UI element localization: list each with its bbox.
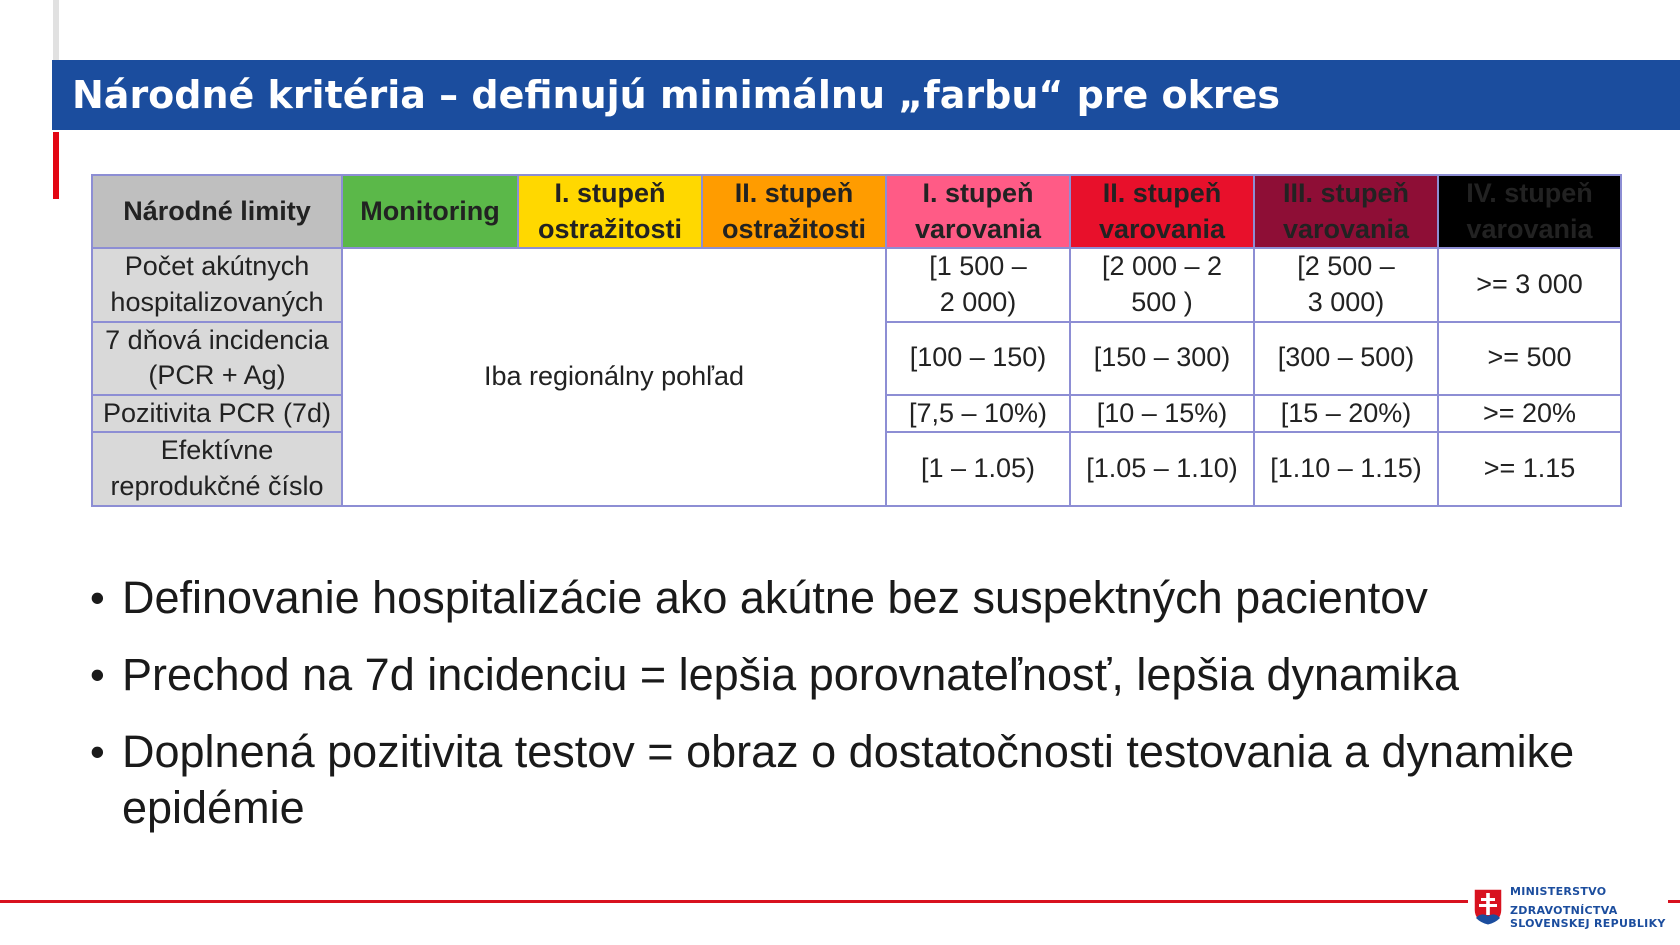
- table-cell: [886, 322, 1070, 395]
- table-cell: [1070, 322, 1254, 395]
- table-cell: [886, 432, 1070, 505]
- slovak-coat-of-arms-icon: [1473, 888, 1503, 926]
- left-red-accent: [53, 132, 59, 199]
- bullet-dot: •: [90, 728, 105, 775]
- header-varovanie-2: [1070, 175, 1254, 248]
- bullet-text: Definovanie hospitalizácie ako akútne bez suspektných pacientov: [122, 572, 1428, 623]
- bullet-list: [90, 570, 1650, 857]
- ministry-line1: MINISTERSTVO: [1510, 885, 1607, 898]
- header-ostrazitost-1: [518, 175, 702, 248]
- cell-line1: >= 3 000: [1476, 269, 1583, 300]
- cell-line1: [100 – 150): [909, 342, 1047, 373]
- cell-line1: [2 000 – 2: [1101, 251, 1223, 282]
- header-varovanie-3: [1254, 175, 1438, 248]
- row-label-hospitalizations: [92, 248, 342, 321]
- header-line1: II. stupeň: [1102, 178, 1222, 208]
- row-label-line1: Pozitivita PCR (7d): [102, 397, 332, 428]
- bullet-dot: •: [90, 651, 105, 698]
- regional-only-cell: [342, 248, 886, 505]
- header-ostrazitost-2: [702, 175, 886, 248]
- row-label-positivity: [92, 395, 342, 433]
- header-line1: IV. stupeň: [1466, 178, 1593, 208]
- cell-line1: [15 – 20%): [1280, 397, 1412, 428]
- cell-line1: [300 – 500): [1277, 342, 1415, 373]
- header-line2: ostražitosti: [721, 213, 867, 244]
- cell-line1: [1 – 1.05): [920, 453, 1036, 484]
- bullet-item: [90, 570, 1650, 626]
- header-line1: II. stupeň: [734, 178, 854, 208]
- table-cell: [1254, 432, 1438, 505]
- ministry-name: [1510, 885, 1666, 930]
- cell-line1: [1.10 – 1.15): [1270, 453, 1422, 484]
- title-bar: [52, 60, 1680, 130]
- table-cell: [1438, 432, 1621, 505]
- table-cell: [1070, 248, 1254, 321]
- ministry-logo: [1468, 882, 1668, 940]
- table-cell: [1254, 322, 1438, 395]
- bullet-text: Prechod na 7d incidenciu = lepšia porovnateľnosť, lepšia dynamika: [122, 649, 1460, 700]
- table-header-row: [92, 175, 1621, 248]
- header-line2: varovania: [914, 213, 1042, 244]
- header-national-limits: [92, 175, 342, 248]
- table-cell: [1438, 322, 1621, 395]
- national-limits-table: [91, 174, 1622, 507]
- cell-line2: 3 000): [1307, 286, 1385, 317]
- row-label-reproduction: [92, 432, 342, 505]
- row-label-line1: Efektívne: [160, 435, 274, 466]
- header-text: Národné limity: [123, 195, 311, 226]
- left-gray-accent: [53, 0, 59, 60]
- row-label-line1: 7 dňová incidencia: [105, 324, 329, 355]
- header-line2: varovania: [1282, 213, 1410, 244]
- table-cell: [1438, 248, 1621, 321]
- header-line2: varovania: [1466, 213, 1593, 244]
- row-label-line2: reprodukčné číslo: [110, 471, 324, 501]
- cell-line2: 500 ): [1131, 286, 1193, 317]
- table-cell: [1070, 432, 1254, 505]
- table-cell: [1254, 248, 1438, 321]
- row-label-line2: hospitalizovaných: [110, 286, 324, 317]
- cell-line2: 2 000): [939, 286, 1017, 317]
- header-line1: III. stupeň: [1282, 178, 1409, 208]
- row-label-line1: Počet akútnych: [124, 251, 310, 282]
- cell-line1: [1 500 –: [929, 251, 1027, 282]
- cell-line1: >= 1.15: [1483, 453, 1576, 484]
- table-cell: [886, 395, 1070, 433]
- header-line1: I. stupeň: [922, 178, 1034, 208]
- header-text: Monitoring: [360, 195, 500, 226]
- table-cell: [1438, 395, 1621, 433]
- bullet-dot: •: [90, 574, 105, 621]
- cell-line1: >= 20%: [1482, 397, 1577, 428]
- ministry-line2: ZDRAVOTNÍCTVA: [1510, 904, 1618, 917]
- footer-red-line: [0, 900, 1680, 903]
- row-label-incidence: [92, 322, 342, 395]
- cell-line1: >= 500: [1487, 342, 1572, 373]
- ministry-line3: SLOVENSKEJ REPUBLIKY: [1510, 917, 1666, 930]
- page-title: Národné kritéria – definujú minimálnu „farbu“ pre okres: [72, 73, 1281, 117]
- bullet-item: [90, 724, 1650, 836]
- cell-line1: [2 500 –: [1297, 251, 1395, 282]
- table-cell: [886, 248, 1070, 321]
- header-monitoring: [342, 175, 518, 248]
- cell-line1: [1.05 – 1.10): [1086, 453, 1238, 484]
- table-row: [92, 248, 1621, 321]
- cell-line1: [7,5 – 10%): [908, 397, 1048, 428]
- cell-line1: [150 – 300): [1093, 342, 1231, 373]
- header-line2: varovania: [1098, 213, 1226, 244]
- header-varovanie-4: [1438, 175, 1621, 248]
- regional-only-text: Iba regionálny pohľad: [483, 361, 745, 392]
- cell-line1: [10 – 15%): [1096, 397, 1228, 428]
- header-varovanie-1: [886, 175, 1070, 248]
- table-cell: [1070, 395, 1254, 433]
- row-label-line2: (PCR + Ag): [148, 360, 286, 391]
- bullet-text: Doplnená pozitivita testov = obraz o dostatočnosti testovania a dynamike epidémie: [122, 726, 1575, 833]
- header-line1: I. stupeň: [554, 178, 666, 208]
- bullet-item: [90, 647, 1650, 703]
- header-line2: ostražitosti: [537, 213, 683, 244]
- table-cell: [1254, 395, 1438, 433]
